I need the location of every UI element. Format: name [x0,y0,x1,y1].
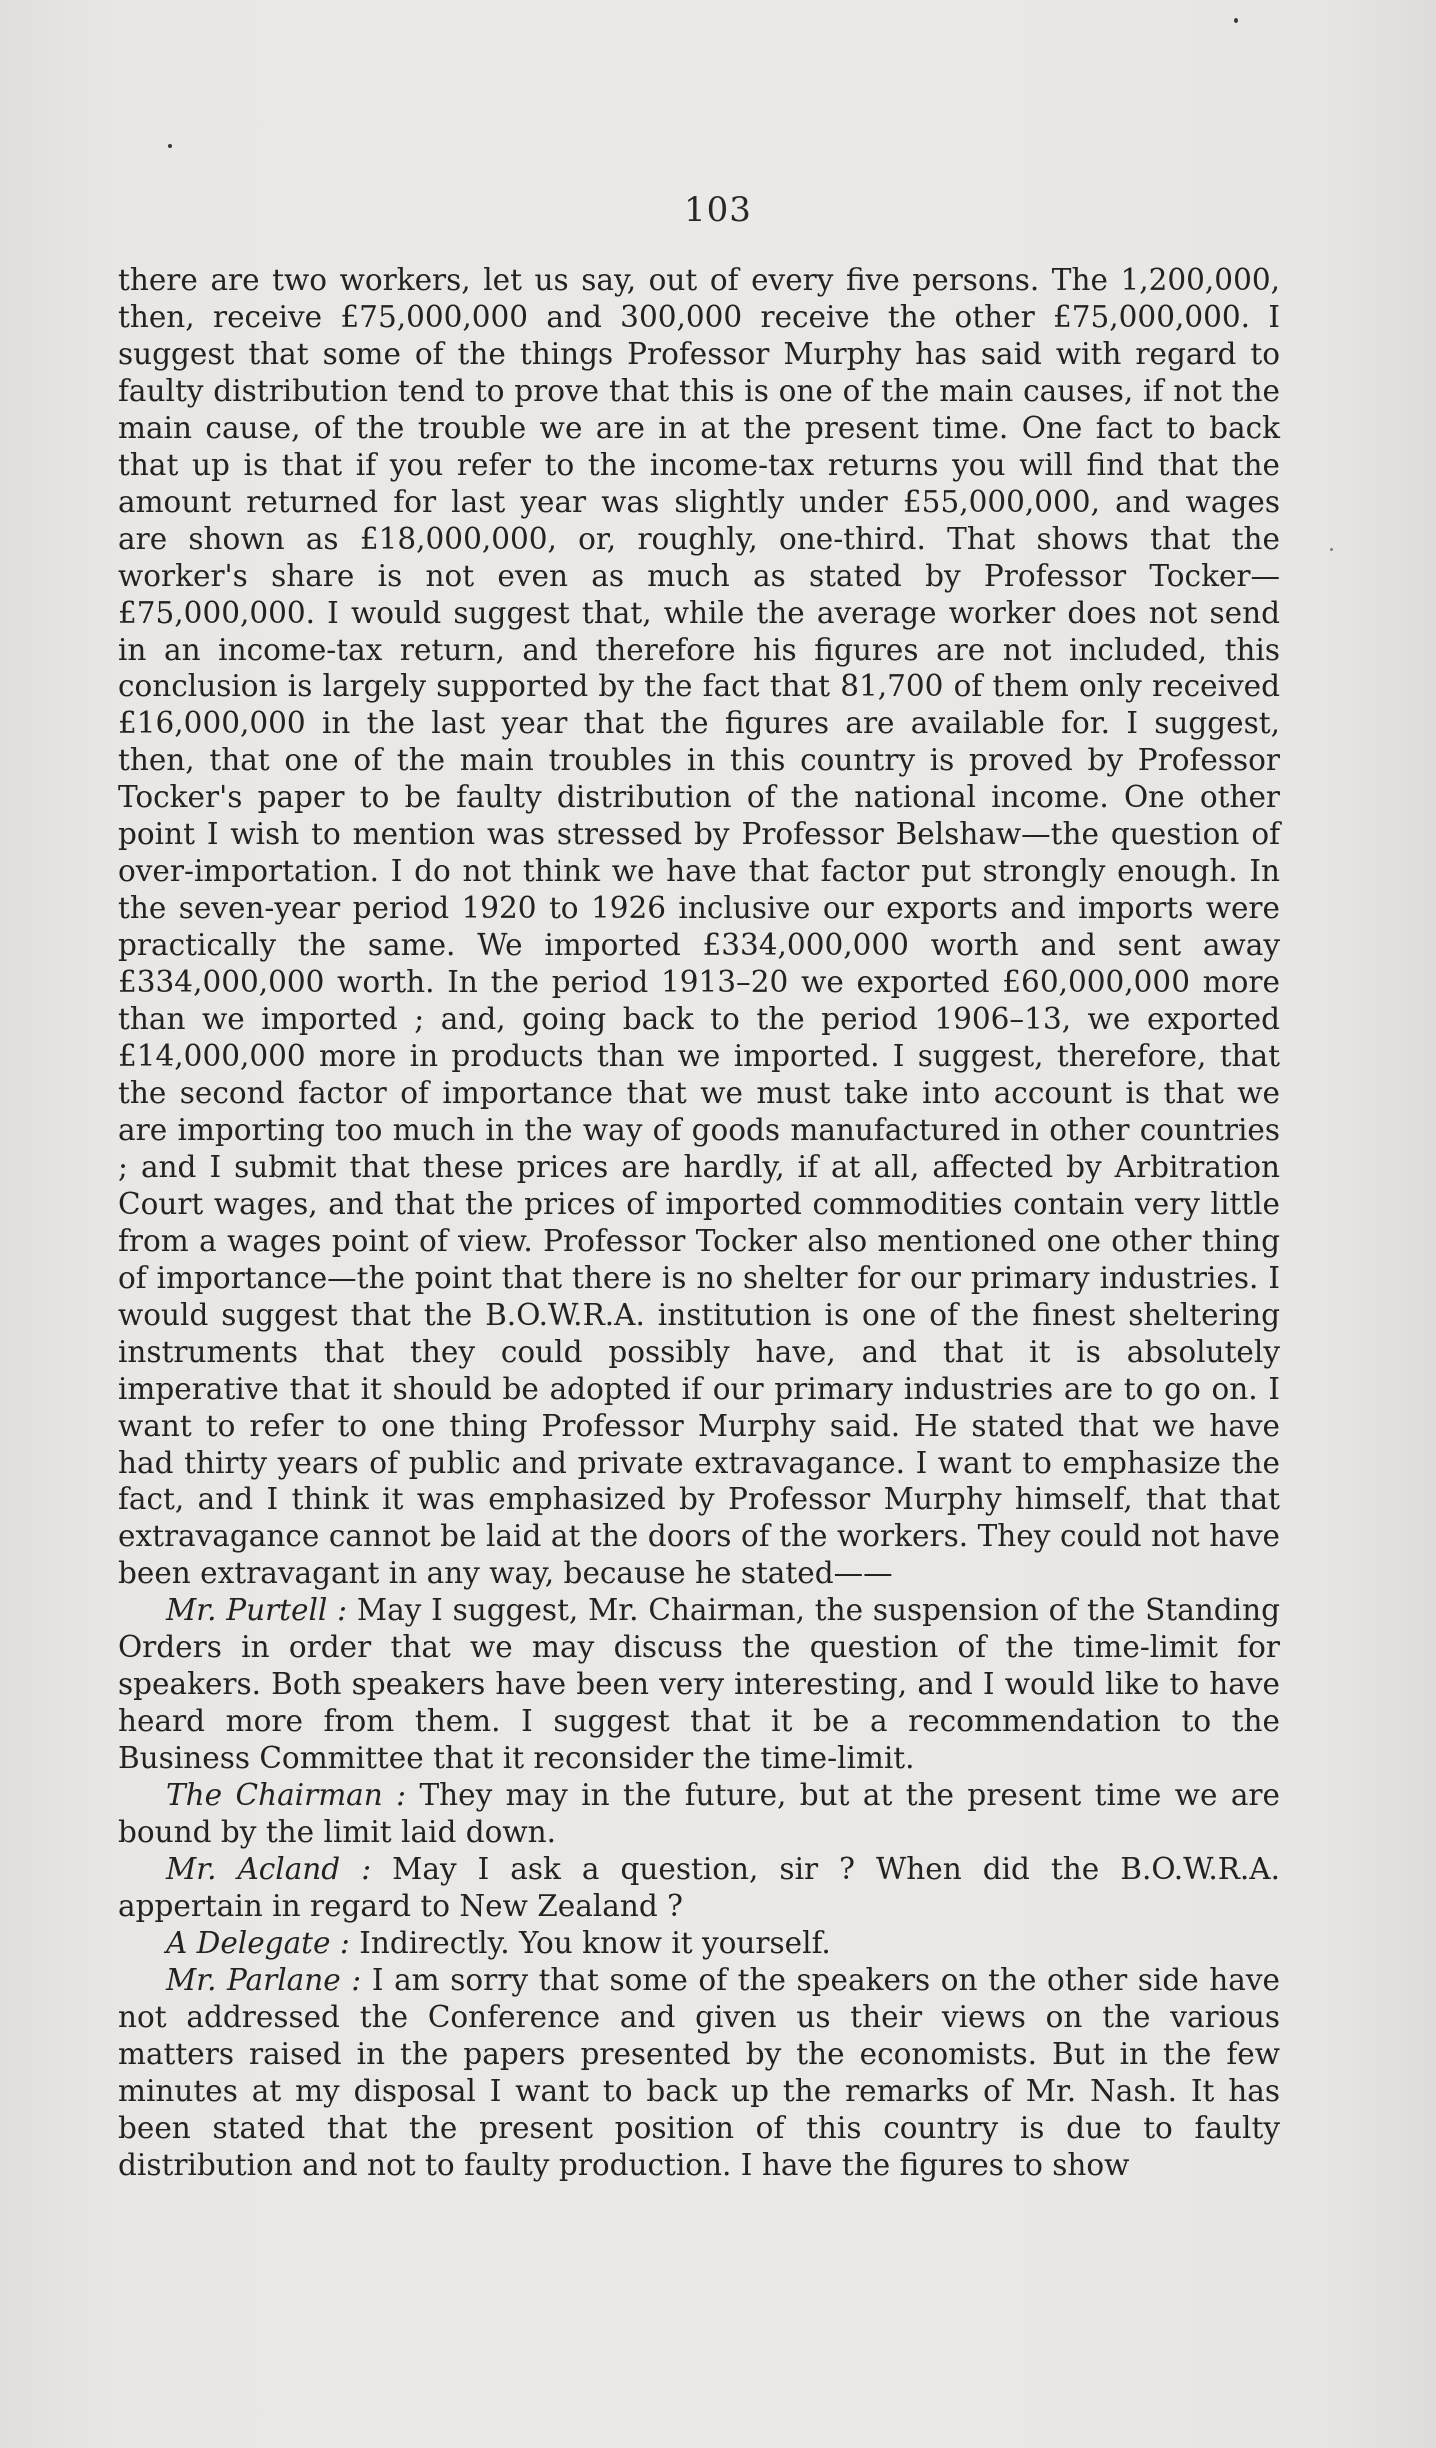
page-number: 103 [684,190,752,230]
speaker-name: Mr. Parlane : [166,1962,362,1997]
body-text [118,262,1280,2184]
scan-speck-top-right [1234,18,1238,23]
scan-speck-right-margin [1330,548,1333,551]
paragraph-text: there are two workers, let us say, out of every five persons. The 1,200,000, then, receive £75,000,000 and 300,000 receive the other £75,000,000. I suggest that some of the things Professor Murphy has said with regard to faulty distribution tend to prove that this is one of the main causes, if not the main cause, of the trouble we are in at the present time. One fact to back that up is that if you refer to the income-tax returns you will find that the amount returned for last year was slightly under £55,000,000, and wages are shown as £18,000,000, or, roughly, one-third. That shows that the worker's share is not even as much as stated by Professor Tocker—£75,000,000. I would suggest that, while the average worker does not send in an income-tax return, and therefore his figures are not included, this conclusion is largely supported by the fact that 81,700 of them only received £16,000,000 in the last year that the figures are available for. I suggest, then, that one of the main troubles in this country is proved by Professor Tocker's paper to be faulty distribution of the national income. One other point I wish to mention was stressed by Professor Belshaw—the question of over-importation. I do not think we have that factor put strongly enough. In the seven-year period 1920 to 1926 inclusive our exports and imports were practically the same. We imported £334,000,000 worth and sent away £334,000,000 worth. In the period 1913–20 we exported £60,000,000 more than we imported ; and, going back to the period 1906–13, we exported £14,000,000 more in products than we imported. I suggest, therefore, that the second factor of importance that we must take into account is that we are importing too much in the way of goods manufactured in other countries ; and I submit that these prices are hardly, if at all, affected by Arbitration Court wages, and that the prices of imported commodities contain very little from a wages point of view. Professor Tocker also mentioned one other thing of importance—the point that there is no shelter for our primary industries. I would suggest that the B.O.W.R.A. institution is one of the finest sheltering instruments that they could possibly have, and that it is absolutely imperative that it should be adopted if our primary industries are to go on. I want to refer to one thing Professor Murphy said. He stated that we have had thirty years of public and private extravagance. I want to emphasize the fact, and I think it was emphasized by Professor Murphy himself, that that extravagance cannot be laid at the doors of the workers. They could not have been extravagant in any way, because he stated—— [118,263,1280,1591]
paragraph-continuation [118,262,1280,1592]
speaker-name: The Chairman : [166,1778,407,1813]
paragraph-text: May I suggest, Mr. Chairman, the suspension of the Standing Orders in order that we may discuss the question of the time-limit for speakers. Both speakers have been very interesting, and I would like to have heard more from them. I suggest that it be a recommendation to the Business Committee that it reconsider the time-limit. [118,1593,1280,1776]
paragraph-acland [118,1851,1280,1925]
speaker-name: Mr. Purtell : [166,1593,348,1628]
scan-speck-top-left [168,144,172,148]
paragraph-text: They may in the future, but at the present time we are bound by the limit laid down. [118,1778,1280,1850]
speaker-name: A Delegate : [166,1925,350,1960]
paragraph-text: May I ask a question, sir ? When did the B.O.W.R.A. appertain in regard to New Zealand ? [118,1851,1280,1923]
paragraph-parlane [118,1962,1280,2184]
paragraph-chairman [118,1777,1280,1851]
speaker-name: Mr. Acland : [166,1851,372,1886]
paragraph-text: Indirectly. You know it yourself. [359,1925,831,1960]
paragraph-purtell [118,1592,1280,1777]
paragraph-delegate [118,1925,1280,1962]
paragraph-text: I am sorry that some of the speakers on the other side have not addressed the Conference and given us their views on the various matters raised in the papers presented by the economists. But in the few minutes at my disposal I want to back up the remarks of Mr. Nash. It has been stated that the present position of this country is due to faulty distribution and not to faulty production. I have the figures to show [118,1962,1280,2182]
